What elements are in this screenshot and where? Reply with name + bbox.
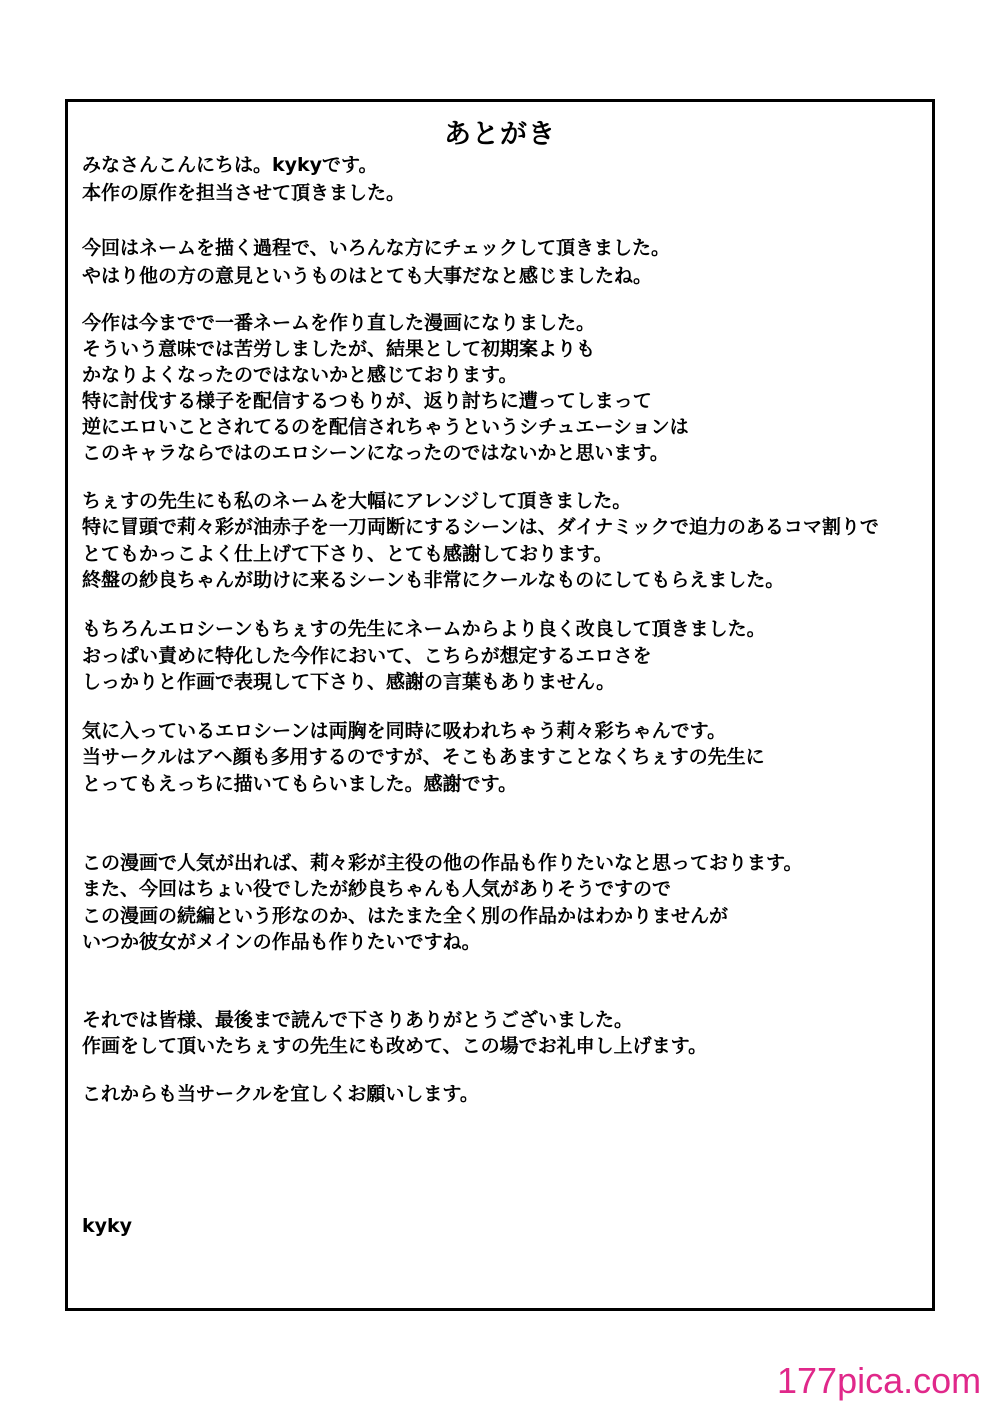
text-line: 本作の原作を担当させて頂きました。 [82,182,406,204]
text-line: 今回はネームを描く過程で、いろんな方にチェックして頂きました。 [82,237,671,259]
text-line: また、今回はちょい役でしたが紗良ちゃんも人気がありそうですので [82,878,672,900]
text-line: もちろんエロシーンもちぇすの先生にネームからより良く改良して頂きました。 [82,618,766,640]
text-line: 今作は今までで一番ネームを作り直した漫画になりました。 [82,312,596,334]
text-line: この漫画の続編という形なのか、はたまた全く別の作品かはわかりませんが [82,905,729,927]
text-line: この漫画で人気が出れば、莉々彩が主役の他の作品も作りたいなと思っております。 [82,852,803,874]
text-line: みなさんこんにちは。kykyです。 [82,154,378,176]
text-line: 気に入っているエロシーンは両胸を同時に吸われちゃう莉々彩ちゃんです。 [82,720,727,742]
text-line: 終盤の紗良ちゃんが助けに来るシーンも非常にクールなものにしてもらえました。 [82,569,785,591]
text-line: いつか彼女がメインの作品も作りたいですね。 [82,931,481,953]
text-line: それでは皆様、最後まで読んで下さりありがとうございました。 [82,1009,634,1031]
text-line: おっぱい責めに特化した今作において、こちらが想定するエロさを [82,645,652,667]
text-line: そういう意味では苦労しましたが、結果として初期案よりも [82,338,596,360]
text-line: 当サークルはアヘ顔も多用するのですが、そこもあますことなくちぇすの先生に [82,746,765,768]
author-signature: kyky [82,1215,133,1237]
text-line: ちぇすの先生にも私のネームを大幅にアレンジして頂きました。 [82,490,632,512]
afterword-frame [65,99,935,1311]
page-title: あとがき [444,119,556,150]
text-line: 逆にエロいことされてるのを配信されちゃうというシチュエーションは [82,416,689,438]
text-line: やはり他の方の意見というものはとても大事だなと感じましたね。 [82,265,653,287]
text-line: しっかりと作画で表現して下さり、感謝の言葉もありません。 [82,671,616,693]
text-line: 作画をして頂いたちぇすの先生にも改めて、この場でお礼申し上げます。 [82,1035,708,1057]
text-line: 特に冒頭で莉々彩が油赤子を一刀両断にするシーンは、ダイナミックで迫力のあるコマ割りで [82,516,879,538]
text-line: このキャラならではのエロシーンになったのではないかと思います。 [82,442,669,464]
text-line: これからも当サークルを宜しくお願いします。 [82,1083,479,1105]
text-line: かなりよくなったのではないかと感じております。 [82,364,518,386]
text-line: とてもかっこよく仕上げて下さり、とても感謝しております。 [82,543,613,565]
text-line: とってもえっちに描いてもらいました。感謝です。 [82,773,518,795]
watermark: 177pica.com [777,1360,982,1401]
text-line: 特に討伐する様子を配信するつもりが、返り討ちに遭ってしまって [82,390,652,412]
